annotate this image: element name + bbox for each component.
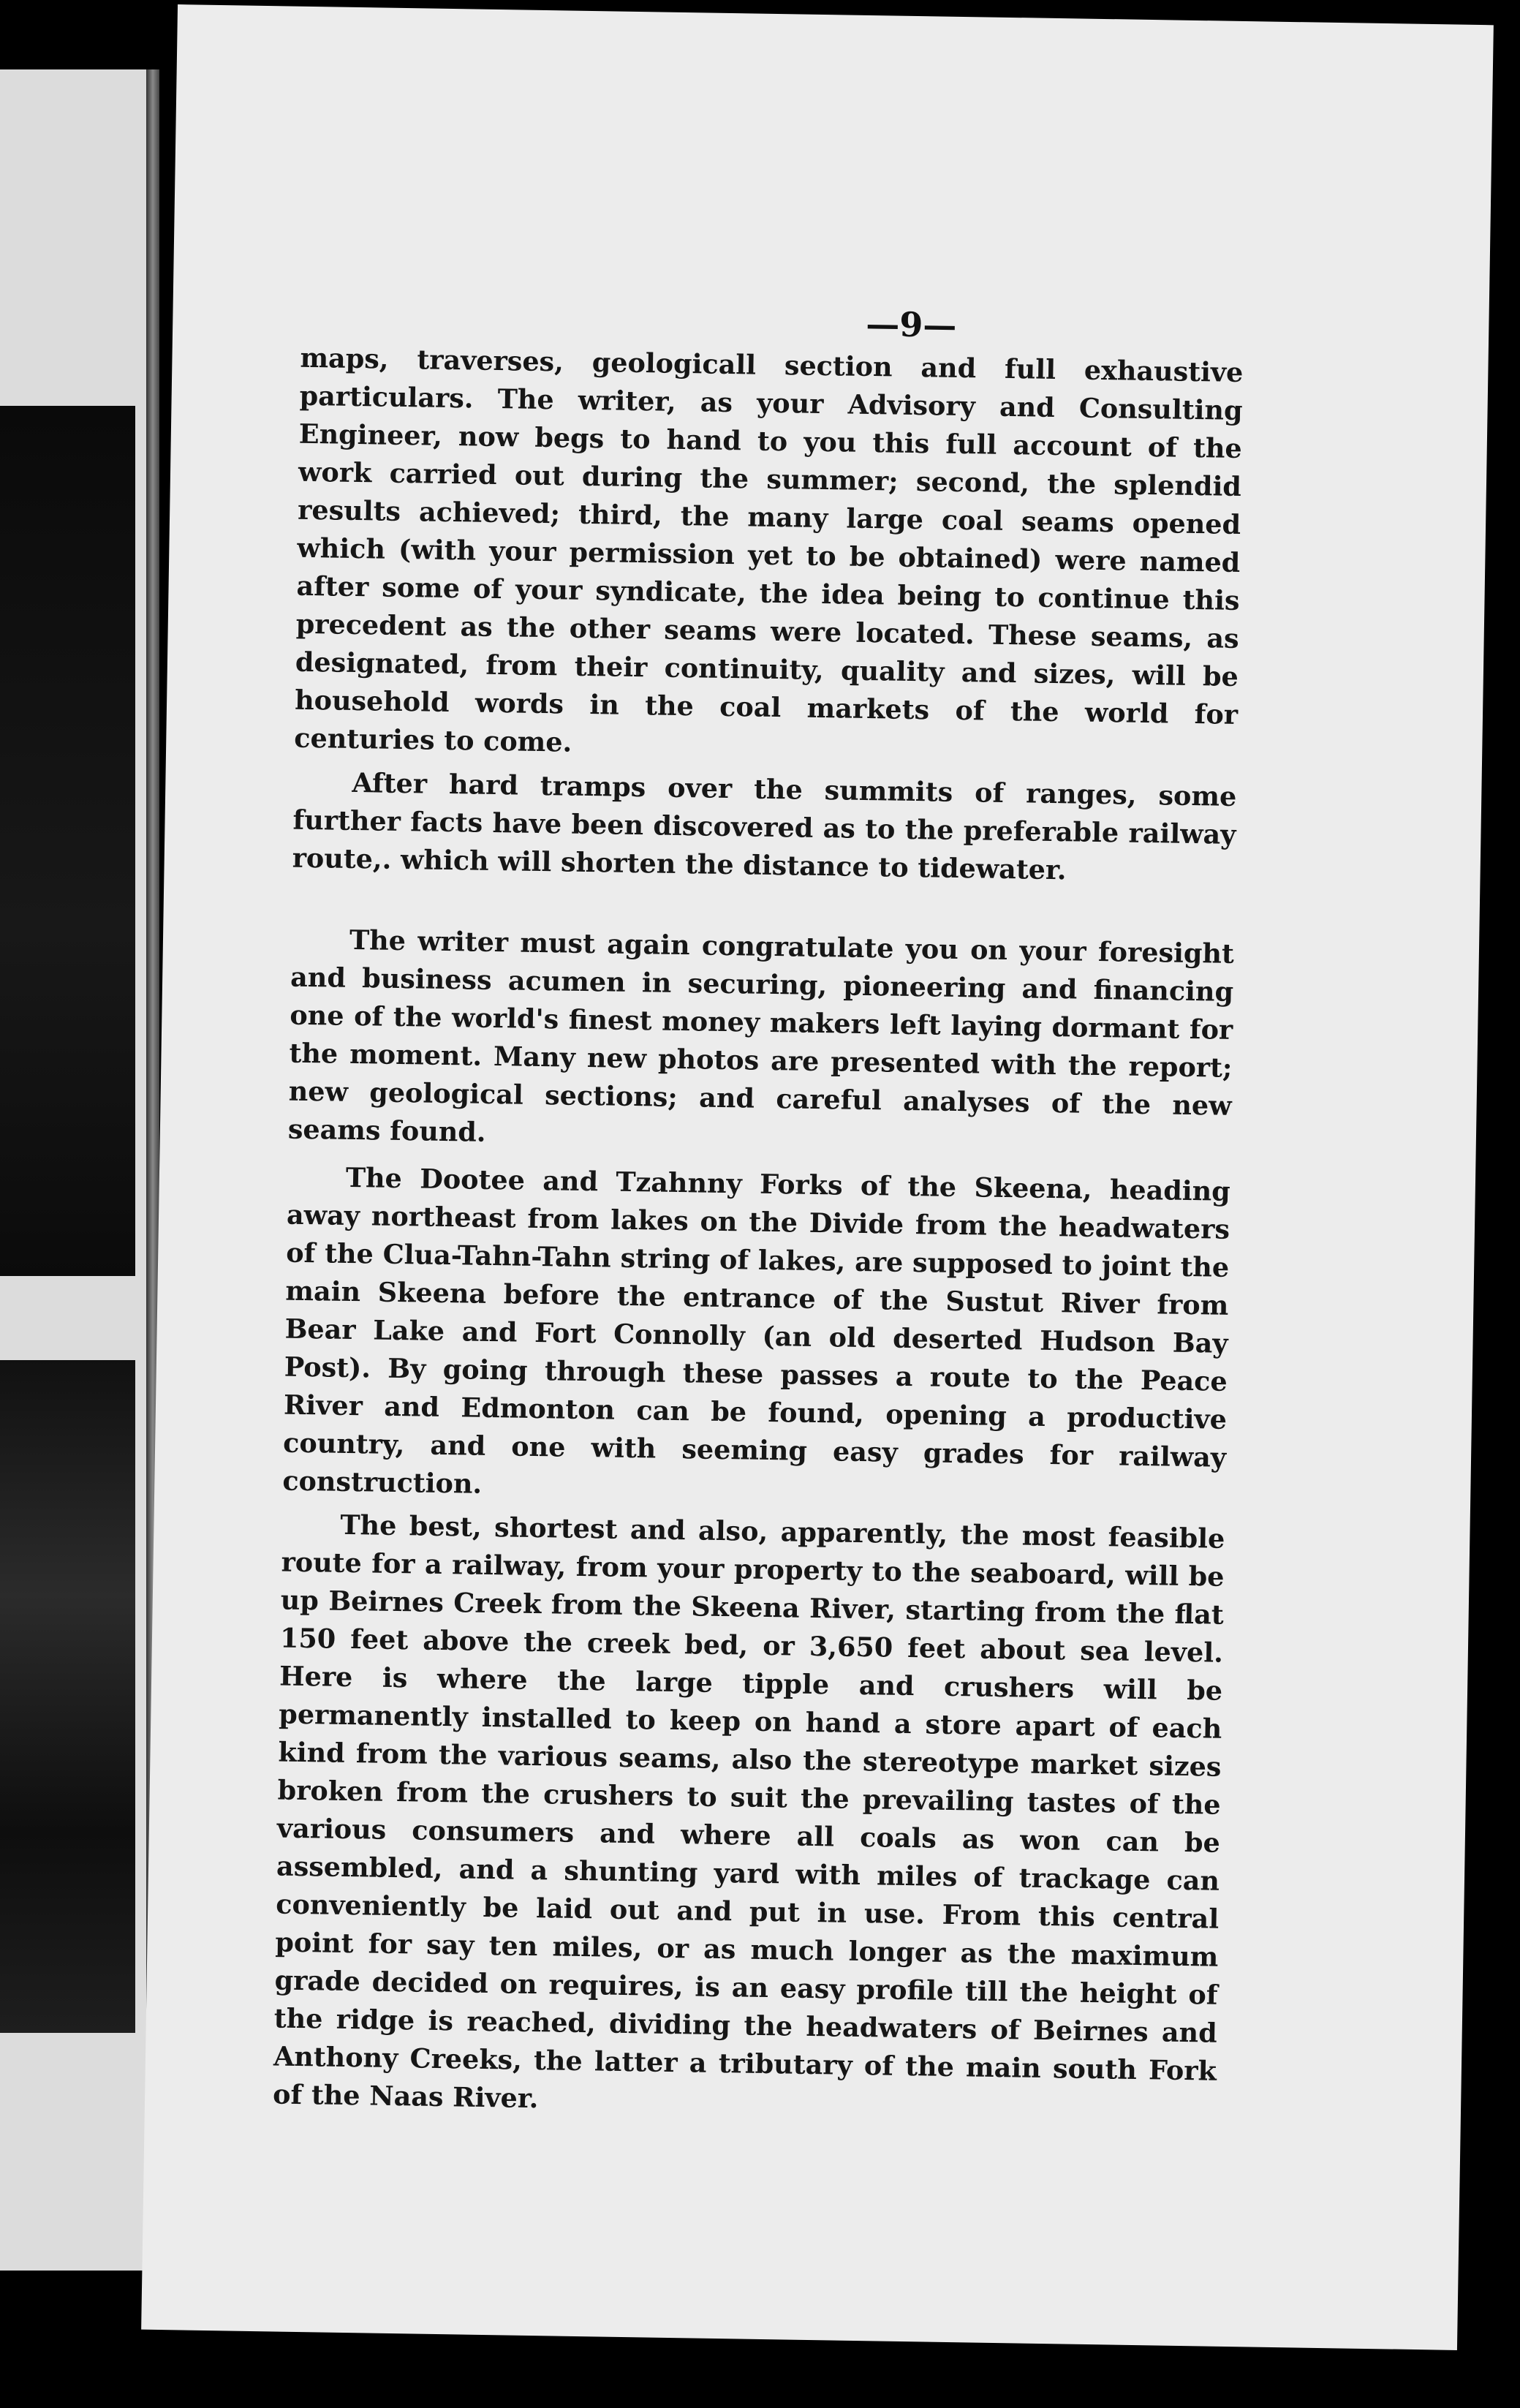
- paragraph: After hard tramps over the summits of ranges, some further facts have been discovered as to the preferable railway route,. which will shorten the distance to tidewater.: [292, 766, 1237, 886]
- paragraph: The Dootee and Tzahnny Forks of the Skeena, heading away northeast from lakes on the Divide from the headwaters of the Clua-Tahn-Tahn string of lakes, are supposed to joint the main Skeena before the entrance of the Sustut River from Bear Lake and Fort Connolly (an old deserted Hudson Bay Post). By going through these passes a route to the Peace River and Edmonton can be found, opening a productive country, and one with seeming easy grades for railway construction.: [282, 1161, 1231, 1500]
- photo-plate-top: [0, 406, 135, 1276]
- photo-plate-bottom: [0, 1360, 135, 2033]
- paragraph: The best, shortest and also, apparently, the most feasible route for a railway, from your property to the seaboard, will be up Beirnes Creek from the Skeena River, starting from the flat 150 feet above the creek bed, or 3,650 feet about sea level. Here is where the large tipple and crushers will be permanently installed to keep on hand a store apart of each kind from the various seams, also the stereotype market sizes broken from the crushers to suit the prevailing tastes of the various consumers and where all coals as won can be assembled, and a shunting yard with miles of trackage can conveniently be laid out and put in use. From this central point for say ten miles, or as much longer as the maximum grade decided on requires, is an easy profile till the height of the ridge is reached, dividing the headwaters of Beirnes and Anthony Creeks, the latter a tributary of the main south Fork of the Naas River.: [272, 1509, 1225, 2115]
- paragraph: The writer must again congratulate you on your foresight and business acumen in securing, pioneering and financing one of the world's finest money makers left laying dormant for the moment. Many new photos are presented with the report; new geological sections; and careful analyses of the new seams found.: [287, 924, 1235, 1148]
- page-number: —9—: [865, 303, 957, 345]
- paragraph: maps, traverses, geologicall section and full exhaustive particulars. The writer, as your Advisory and Consulting Engineer, now begs to hand to you this full account of the work carried out during the summer; second, the splendid results achieved; third, the many large coal seams opened which (with your permission yet to be obtained) were named after some of your syndicate, the idea being to continue this precedent as the other seams were located. These seams, as designated, from their continuity, quality and sizes, will be household words in the coal markets of the world for centuries to come.: [294, 341, 1244, 758]
- document-page: [141, 4, 1494, 2350]
- previous-page-edge: [0, 69, 151, 2271]
